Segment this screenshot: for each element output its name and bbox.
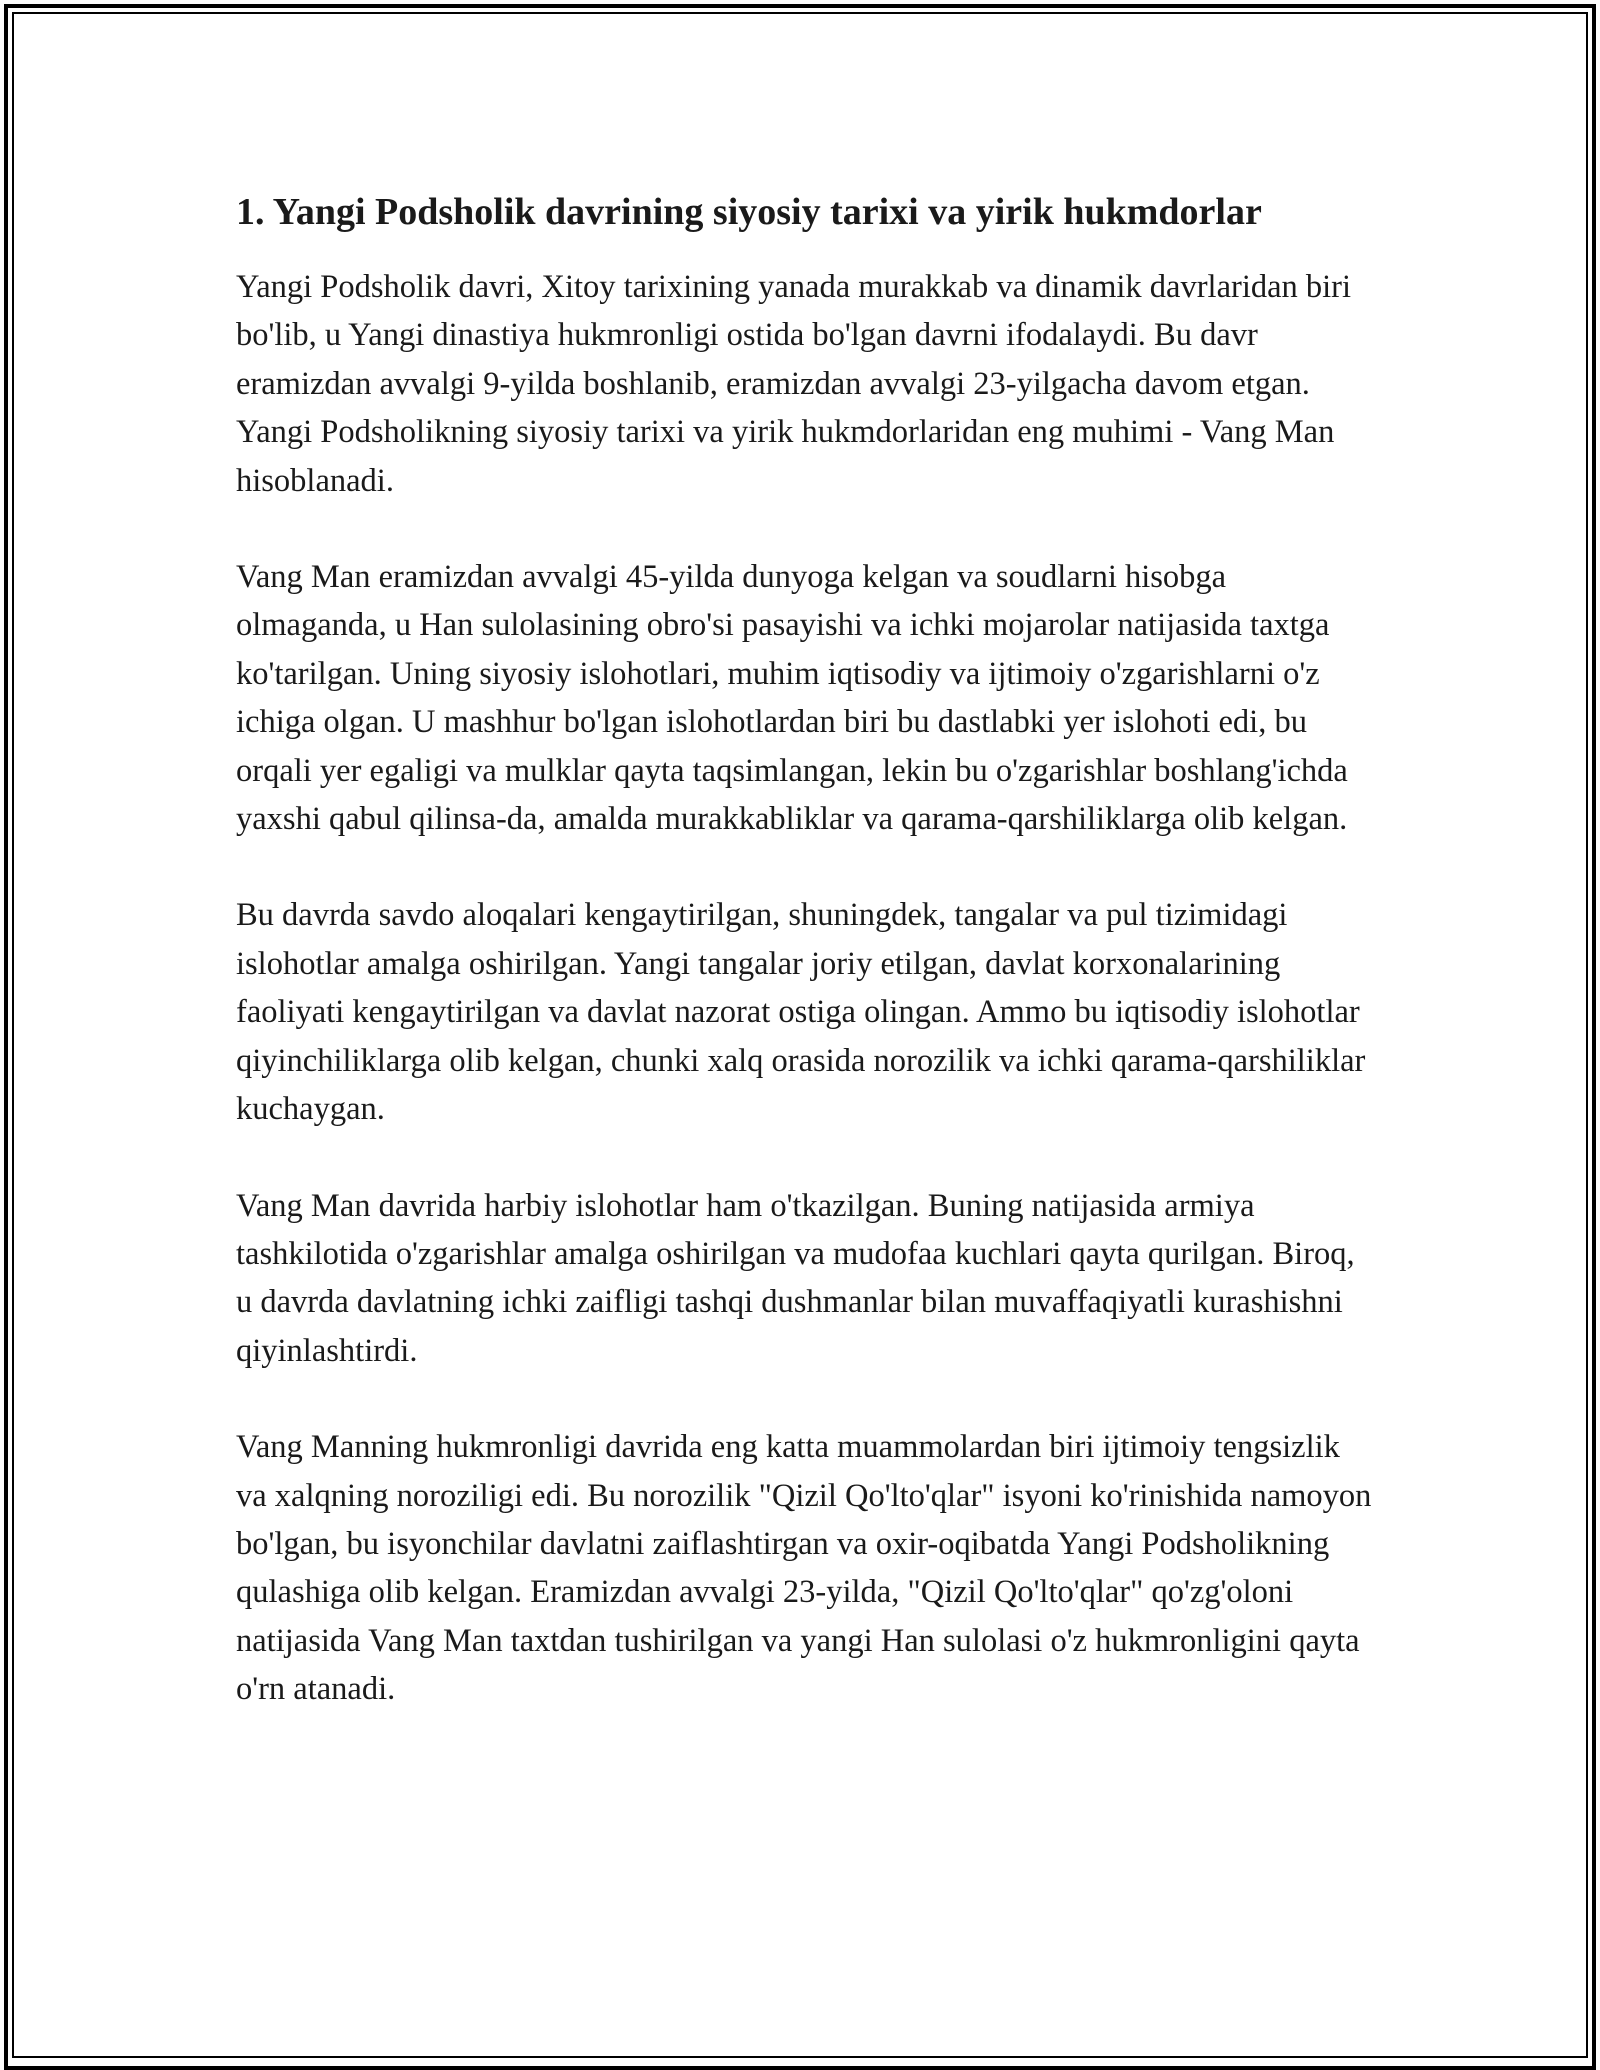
paragraph-1: Yangi Podsholik davri, Xitoy tarixining yanada murakkab va dinamik davrlaridan biri bo'lib, u Yangi dinastiya hukmronligi ostida bo'lgan davrni ifodalaydi. Bu davr eramizdan avvalgi 9-yilda boshlanib, eramizdan avvalgi 23-yilgacha davom etgan. Yangi Podsholikning siyosiy tarixi va yirik hukmdorlaridan eng muhimi - Vang Man hisoblanadi.	[236, 269, 1352, 499]
section-heading: 1. Yangi Podsholik davrining siyosiy tarixi va yirik hukmdorlar	[236, 191, 1262, 233]
paragraph-4: Vang Man davrida harbiy islohotlar ham o'tkazilgan. Buning natijasida armiya tashkilotida o'zgarishlar amalga oshirilgan va mudofaa kuchlari qayta qurilgan. Biroq, u davrda davlatning ichki zaifligi tashqi dushmanlar bilan muvaffaqiyatli kurashishni qiyinlashtirdi.	[236, 1187, 1355, 1369]
paragraph-5: Vang Manning hukmronligi davrida eng katta muammolardan biri ijtimoiy tengsizlik va xalqning noroziligi edi. Bu norozilik "Qizil Qo'lto'qlar" isyoni ko'rinishida namoyon bo'lgan, bu isyonchilar davlatni zaiflashtirgan va oxir-oqibatda Yangi Podsholikning qulashiga olib kelgan. Eramizdan avvalgi 23-yilda, "Qizil Qo'lto'qlar" qo'zg'oloni natijasida Vang Man taxtdan tushirilgan va yangi Han sulolasi o'z hukmronligini qayta o'rn atanadi.	[236, 1429, 1372, 1708]
paragraph-3: Bu davrda savdo aloqalari kengaytirilgan, shuningdek, tangalar va pul tizimidagi islohotlar amalga oshirilgan. Yangi tangalar joriy etilgan, davlat korxonalarining faoliyati kengaytirilgan va davlat nazorat ostiga olingan. Ammo bu iqtisodiy islohotlar qiyinchiliklarga olib kelgan, chunki xalq orasida norozilik va ichki qarama-qarshiliklar kuchaygan.	[236, 897, 1366, 1128]
document-body	[236, 185, 1376, 1714]
paragraph-2: Vang Man eramizdan avvalgi 45-yilda dunyoga kelgan va soudlarni hisobga olmaganda, u Han sulolasining obro'si pasayishi va ichki mojarolar natijasida taxtga ko'tarilgan. Uning siyosiy islohotlari, muhim iqtisodiy va ijtimoiy o'zgarishlarni o'z ichiga olgan. U mashhur bo'lgan islohotlardan biri bu dastlabki yer islohoti edi, bu orqali yer egaligi va mulklar qayta taqsimlangan, lekin bu o'zgarishlar boshlang'ichda yaxshi qabul qilinsa-da, amalda murakkabliklar va qarama-qarshiliklarga olib kelgan.	[236, 559, 1348, 838]
